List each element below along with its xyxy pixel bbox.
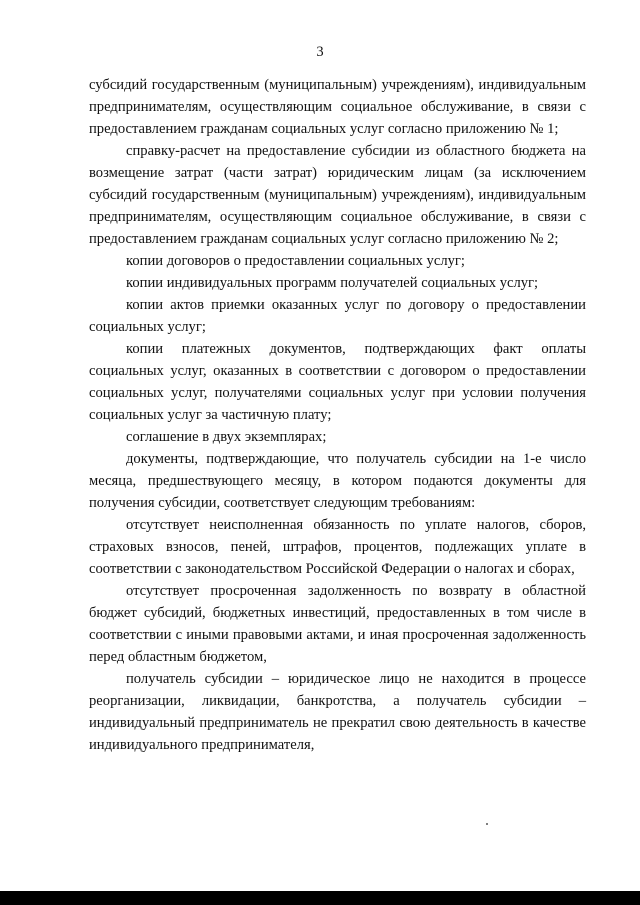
paragraph-program-copies: копии индивидуальных программ получателей социальных услуг; [126,275,539,291]
scan-border-bottom [0,891,640,905]
paragraph-agreement: соглашение в двух экземплярах; [126,429,327,445]
document-body [89,74,586,756]
paragraph-payment-documents: копии платежных документов, подтверждающих факт оплаты социальных услуг, оказанных в соответствии с договором о предоставлении социальных услуг, получателями социальных услуг при условии получения социальных услуг за частичную плату; [89,341,586,423]
paragraph-acceptance-acts: копии актов приемки оказанных услуг по договору о предоставлении социальных услуг; [89,297,586,335]
paragraph-no-overdue-debt: отсутствует просроченная задолженность по возврату в областной бюджет субсидий, бюджетных инвестиций, предоставленных в том числе в соответствии с иными правовыми актами, и иная просроченная задолженность перед областным бюджетом, [89,583,586,665]
paragraph-continuation: субсидий государственным (муниципальным) учреждениям), индивидуальным предпринимателям, осуществляющим социальное обслуживание, в связи с предоставлением гражданам социальных услуг согласно приложению № 1; [89,77,586,137]
paragraph-contract-copies: копии договоров о предоставлении социальных услуг; [126,253,465,269]
page-number: 3 [316,44,324,60]
paragraph-no-tax-debt: отсутствует неисполненная обязанность по уплате налогов, сборов, страховых взносов, пеней, штрафов, процентов, подлежащих уплате в соответствии с законодательством Российской Федерации о налогах и сборах, [89,517,586,577]
scan-speck [486,823,488,825]
paragraph-confirming-documents: документы, подтверждающие, что получатель субсидии на 1-е число месяца, предшествующего месяцу, в котором подаются документы для получения субсидии, соответствует следующим требованиям: [89,451,586,511]
paragraph-calculation-certificate: справку-расчет на предоставление субсидии из областного бюджета на возмещение затрат (части затрат) юридическим лицам (за исключением субсидий государственным (муниципальным) учреждениям), индивидуальным предпринимателям, осуществляющим социальное обслуживание, в связи с предоставлением гражданам социальных услуг согласно приложению № 2; [89,143,586,247]
paragraph-not-in-liquidation: получатель субсидии – юридическое лицо не находится в процессе реорганизации, ликвидации, банкротства, а получатель субсидии – индивидуальный предприниматель не прекратил свою деятельность в качестве индивидуального предпринимателя, [89,671,586,753]
